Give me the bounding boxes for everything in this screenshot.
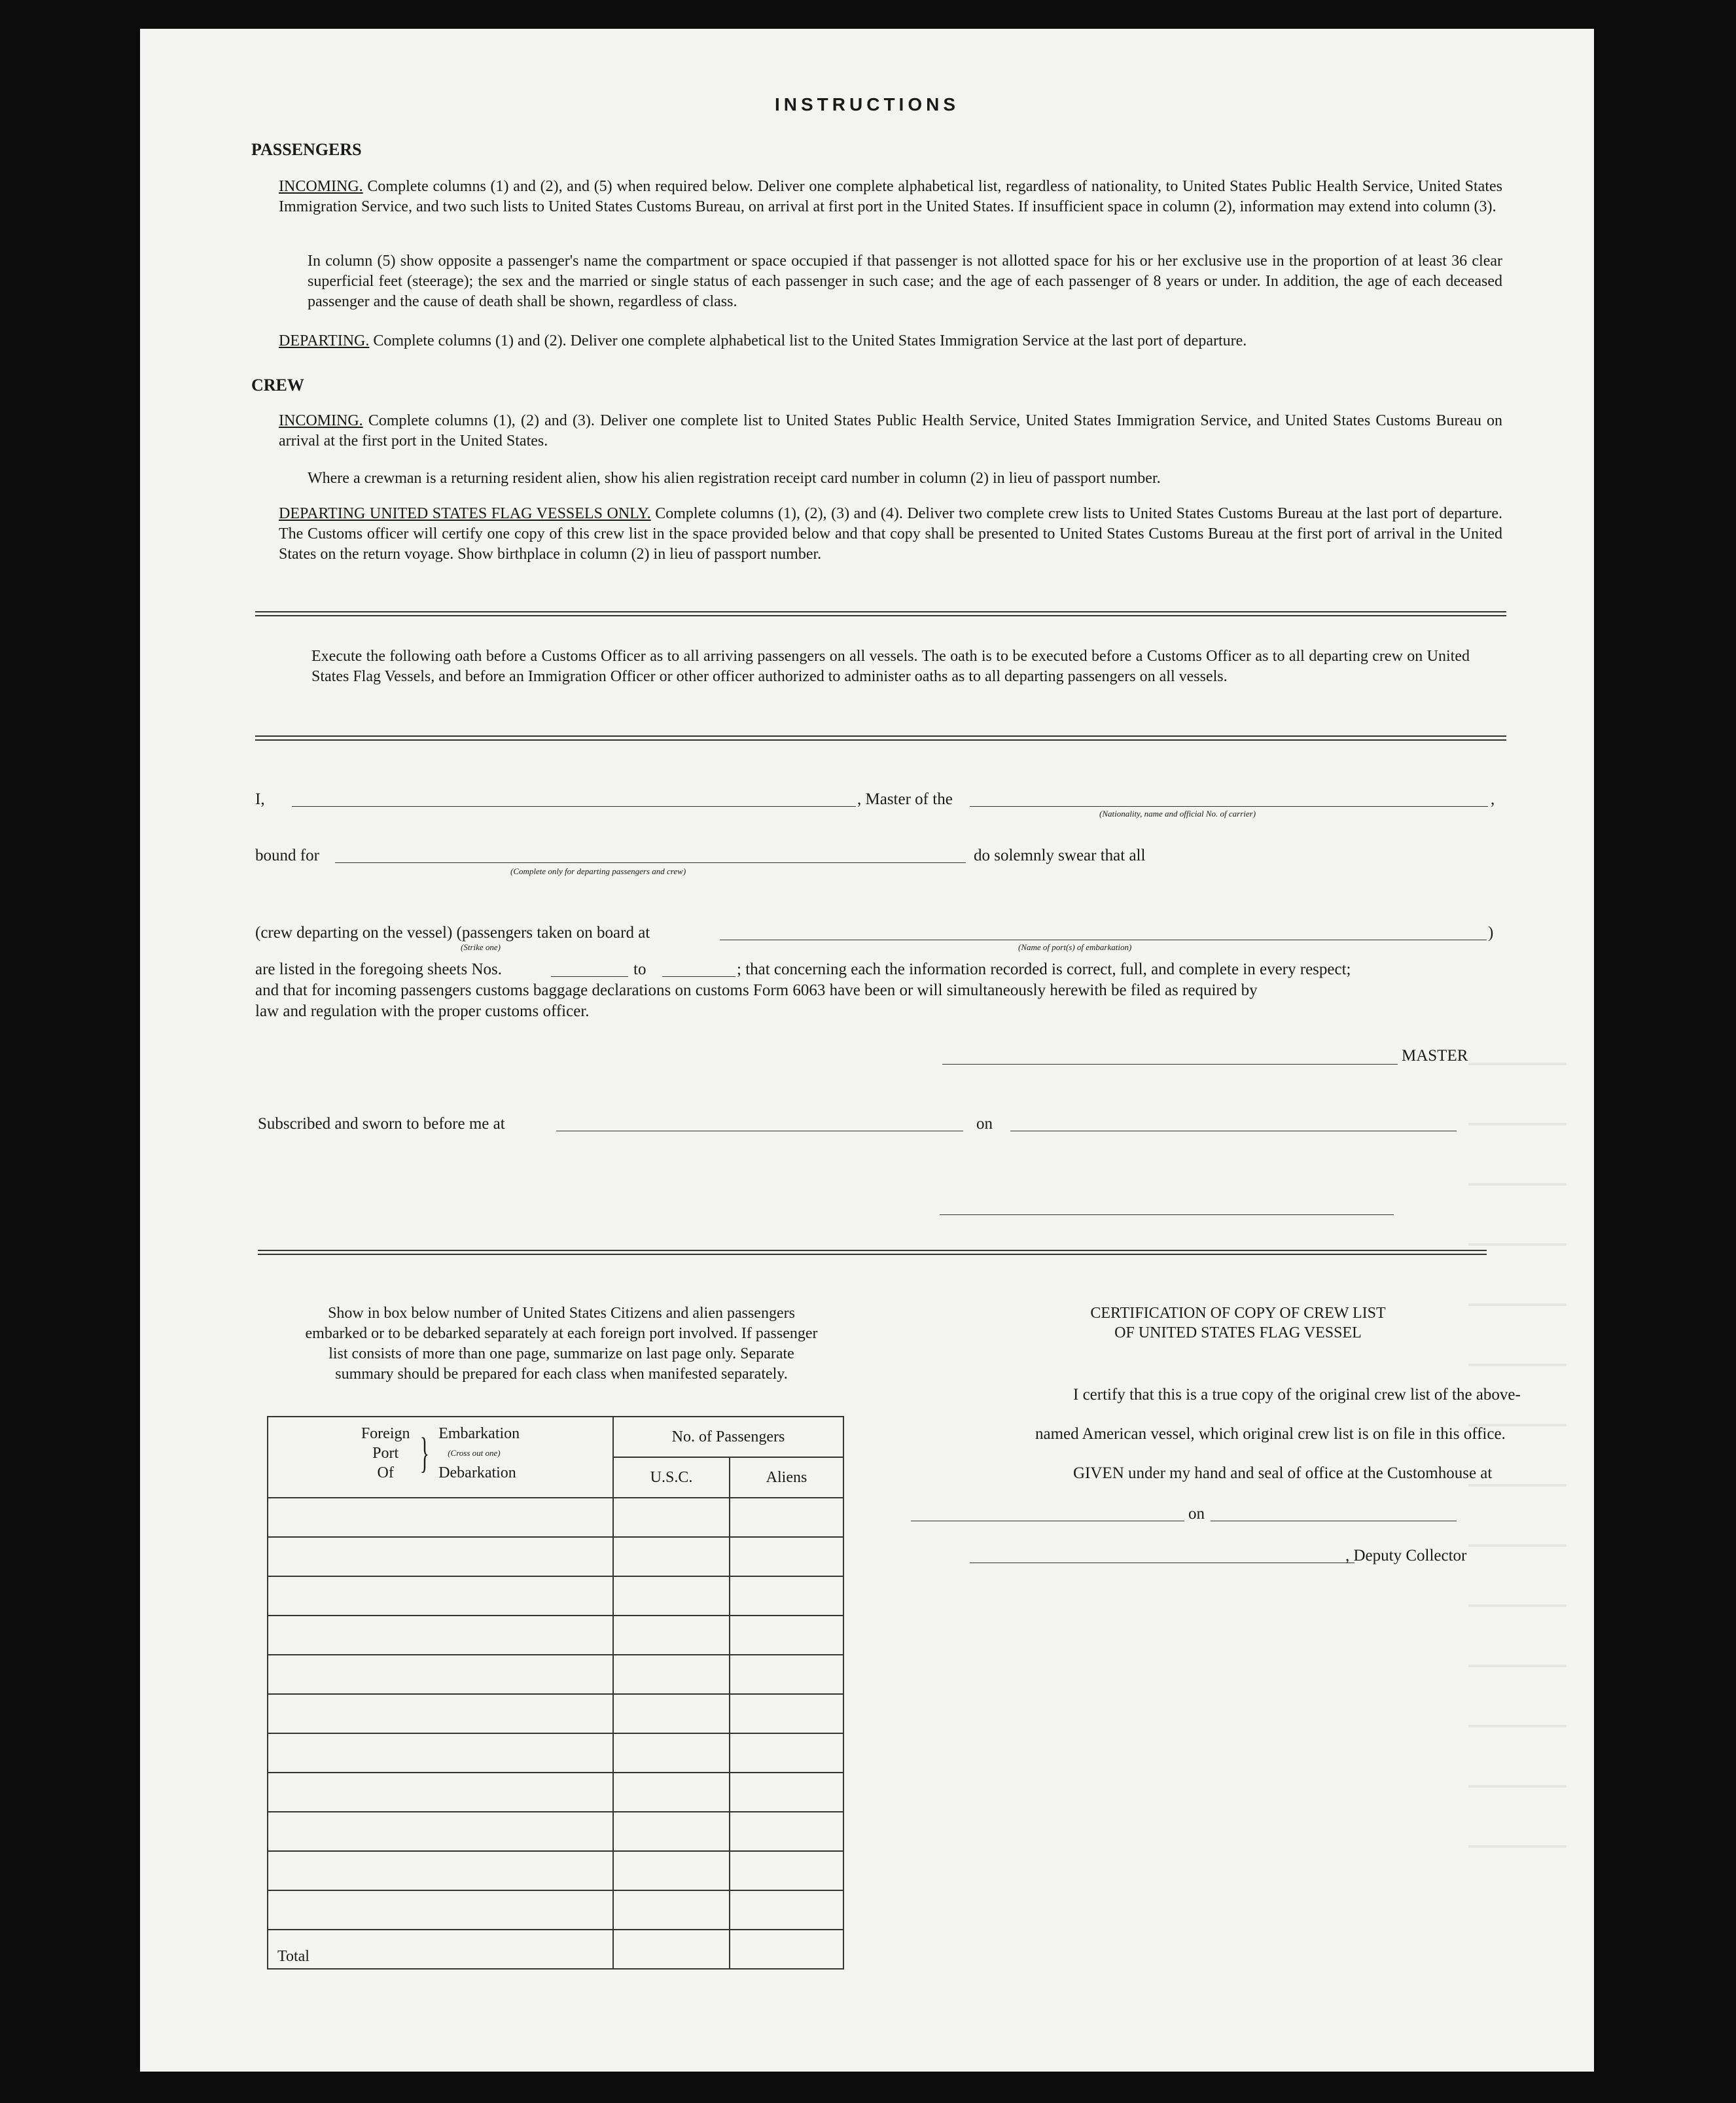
aliens-cell[interactable] <box>730 1655 843 1694</box>
aliens-cell[interactable] <box>730 1733 843 1773</box>
aliens-header: Aliens <box>730 1457 843 1498</box>
of-label: Of <box>377 1464 394 1481</box>
port-label: Port <box>372 1445 399 1462</box>
passengers-departing-text: Complete columns (1) and (2). Deliver one complete alphabetical list to the United States Immigration Service at the last port of departure. <box>373 332 1247 349</box>
crew-departing-text: Complete columns (1), (2), (3) and (4). Deliver two complete crew lists to United States Customs Bureau at the last port of departure. The Customs officer will certify one copy of this crew list in the space provided below and that copy shall be presented to United States Customs Bureau at the first port of arrival in the United States on the return voyage. Show birthplace in column (2) in lieu of passport number. <box>279 505 1503 563</box>
carrier-hint: (Nationality, name and official No. of carrier) <box>1099 809 1256 819</box>
passengers-incoming-label: INCOMING. <box>279 178 363 195</box>
aliens-cell[interactable] <box>730 1576 843 1616</box>
usc-cell[interactable] <box>613 1576 730 1616</box>
passenger-summary-table <box>267 1416 844 1970</box>
listed-label: are listed in the foregoing sheets Nos. <box>255 961 502 978</box>
passengers-column5-paragraph: In column (5) show opposite a passenger's name the compartment or space occupied if that passenger is not allotted space for his or her exclusive use in the proportion of at least 36 clear superficial feet (steerage); the sex and the married or single status of each passenger in such case; and the age of each passenger of 8 years or under. In addition, the age of each deceased passenger and the cause of death shall be shown, regardless of class. <box>308 253 1502 310</box>
total-usc-cell[interactable] <box>613 1930 730 1969</box>
table-row <box>268 1537 843 1576</box>
total-aliens-cell[interactable] <box>730 1930 843 1969</box>
crew-incoming-paragraph <box>279 411 1502 451</box>
passengers-departing-label: DEPARTING. <box>279 332 370 349</box>
total-row <box>268 1930 843 1969</box>
master-label: MASTER <box>1402 1047 1468 1065</box>
usc-cell[interactable] <box>613 1812 730 1851</box>
port-cell[interactable] <box>268 1576 613 1616</box>
usc-cell[interactable] <box>613 1498 730 1537</box>
table-row <box>268 1498 843 1537</box>
certify-line-1: I certify that this is a true copy of the original crew list of the above- <box>1073 1386 1521 1404</box>
certification-title-line-1: CERTIFICATION OF COPY OF CREW LIST <box>1090 1305 1386 1322</box>
bound-for-field[interactable] <box>335 862 966 863</box>
ports-hint: (Name of port(s) of embarkation) <box>1018 942 1132 952</box>
table-row <box>268 1773 843 1812</box>
aliens-cell[interactable] <box>730 1851 843 1890</box>
divider-rule <box>255 611 1506 612</box>
close-paren: ) <box>1488 924 1494 942</box>
certify-line-3: GIVEN under my hand and seal of office at the Customhouse at <box>1073 1464 1493 1482</box>
crew-incoming-text: Complete columns (1), (2) and (3). Deliver one complete list to United States Public Health Service, United States Immigration Service, and United States Customs Bureau on arrival at the first port in the United States. <box>279 412 1503 450</box>
port-cell[interactable] <box>268 1498 613 1537</box>
crew-departing-paragraph <box>279 504 1502 565</box>
master-name-field[interactable] <box>292 806 856 807</box>
usc-cell[interactable] <box>613 1694 730 1733</box>
table-row <box>268 1890 843 1930</box>
master-signature-field[interactable] <box>942 1064 1398 1065</box>
table-row <box>268 1851 843 1890</box>
bound-for-label: bound for <box>255 847 319 864</box>
to-label: to <box>633 961 647 978</box>
port-cell[interactable] <box>268 1616 613 1655</box>
sheet-from-field[interactable] <box>551 976 628 977</box>
listed-rest: ; that concerning each the information recorded is correct, full, and complete in every respect; <box>737 961 1351 978</box>
passengers-departing-paragraph <box>279 331 1502 351</box>
brace-glyph: } <box>419 1429 429 1477</box>
oath-i-label: I, <box>255 790 265 808</box>
divider-rule <box>255 739 1506 741</box>
bound-for-hint: (Complete only for departing passengers and crew) <box>510 866 686 876</box>
port-cell[interactable] <box>268 1812 613 1851</box>
deputy-collector-label: , Deputy Collector <box>1345 1547 1467 1564</box>
certify-on-label: on <box>1188 1505 1205 1523</box>
no-of-passengers-header: No. of Passengers <box>613 1417 843 1457</box>
usc-cell[interactable] <box>613 1773 730 1812</box>
passengers-heading: PASSENGERS <box>251 140 362 159</box>
usc-cell[interactable] <box>613 1733 730 1773</box>
foreign-port-of <box>361 1424 410 1483</box>
master-of-label: , Master of the <box>857 790 953 808</box>
passengers-incoming-paragraph <box>279 177 1502 217</box>
table-row <box>268 1655 843 1694</box>
aliens-cell[interactable] <box>730 1890 843 1930</box>
crew-heading: CREW <box>251 376 304 395</box>
port-cell[interactable] <box>268 1773 613 1812</box>
debarkation-label: Debarkation <box>438 1464 516 1481</box>
usc-cell[interactable] <box>613 1851 730 1890</box>
crew-incoming-label: INCOMING. <box>279 412 363 429</box>
strike-one-hint: (Strike one) <box>461 942 501 952</box>
usc-cell[interactable] <box>613 1655 730 1694</box>
table-row <box>268 1694 843 1733</box>
port-cell[interactable] <box>268 1890 613 1930</box>
listed-line-3: law and regulation with the proper customs officer. <box>255 1002 590 1020</box>
listed-line-2: and that for incoming passengers customs baggage declarations on customs Form 6063 have been or will simultaneously herewith be filed as required by <box>255 981 1258 999</box>
port-cell[interactable] <box>268 1851 613 1890</box>
page-title: INSTRUCTIONS <box>775 94 959 115</box>
table-row <box>268 1733 843 1773</box>
cross-out-hint: (Cross out one) <box>448 1448 501 1458</box>
divider-rule <box>255 735 1506 737</box>
usc-cell[interactable] <box>613 1616 730 1655</box>
divider-rule <box>255 615 1506 616</box>
swear-label: do solemnly swear that all <box>974 847 1146 864</box>
crew-departing-oath-label: (crew departing on the vessel) (passengers taken on board at <box>255 924 650 942</box>
table-row <box>268 1812 843 1851</box>
usc-cell[interactable] <box>613 1890 730 1930</box>
port-header-cell <box>268 1417 613 1498</box>
aliens-cell[interactable] <box>730 1812 843 1851</box>
table-row <box>268 1576 843 1616</box>
total-label: Total <box>268 1930 613 1969</box>
port-cell[interactable] <box>268 1655 613 1694</box>
passengers-incoming-text: Complete columns (1) and (2), and (5) when required below. Deliver one complete alphabetical list, regardless of nationality, to United States Public Health Service, United States Immigration Service, and two such lists to United States Customs Bureau, on arrival at first port in the United States. If insufficient space in column (2), information may extend into column (3). <box>279 178 1502 215</box>
certify-line-2: named American vessel, which original crew list is on file in this office. <box>1035 1425 1506 1443</box>
aliens-cell[interactable] <box>730 1537 843 1576</box>
summary-intro: Show in box below number of United States Citizens and alien passengers embarked or to be debarked separately at each foreign port involved. If passenger list consists of more than one page, summarize on last page only. Separate summary should be prepared for each class when manifested separately. <box>305 1305 818 1383</box>
port-cell[interactable] <box>268 1537 613 1576</box>
carrier-field[interactable] <box>970 806 1488 807</box>
divider-rule <box>258 1250 1487 1251</box>
crew-departing-label: DEPARTING UNITED STATES FLAG VESSELS ONLY. <box>279 505 651 522</box>
certification-title <box>1002 1303 1474 1343</box>
bleed-through-texture <box>1468 1010 1567 1861</box>
subscribed-label: Subscribed and sworn to before me at <box>258 1115 505 1133</box>
embarkation-label: Embarkation <box>438 1425 520 1442</box>
divider-rule <box>258 1254 1487 1255</box>
aliens-cell[interactable] <box>730 1694 843 1733</box>
carrier-end-comma: , <box>1491 790 1495 808</box>
aliens-cell[interactable] <box>730 1616 843 1655</box>
aliens-cell[interactable] <box>730 1498 843 1537</box>
foreign-label: Foreign <box>361 1425 410 1442</box>
certification-title-line-2: OF UNITED STATES FLAG VESSEL <box>1114 1324 1362 1341</box>
port-cell[interactable] <box>268 1694 613 1733</box>
officer-signature-field[interactable] <box>940 1214 1394 1215</box>
sworn-on-label: on <box>976 1115 993 1133</box>
port-cell[interactable] <box>268 1733 613 1773</box>
usc-cell[interactable] <box>613 1537 730 1576</box>
form-page <box>140 29 1594 2072</box>
usc-header: U.S.C. <box>613 1457 730 1498</box>
oath-instructions: Execute the following oath before a Customs Officer as to all arriving passengers on all vessels. The oath is to be executed before a Customs Officer as to all departing crew on United States Flag Vessels, and before an Immigration Officer or other officer authorized to administer oaths as to all departing passengers on all vessels. <box>311 648 1470 685</box>
sheet-to-field[interactable] <box>662 976 735 977</box>
table-row <box>268 1616 843 1655</box>
crew-resident-paragraph: Where a crewman is a returning resident alien, show his alien registration receipt card number in column (2) in lieu of passport number. <box>308 470 1161 487</box>
aliens-cell[interactable] <box>730 1773 843 1812</box>
